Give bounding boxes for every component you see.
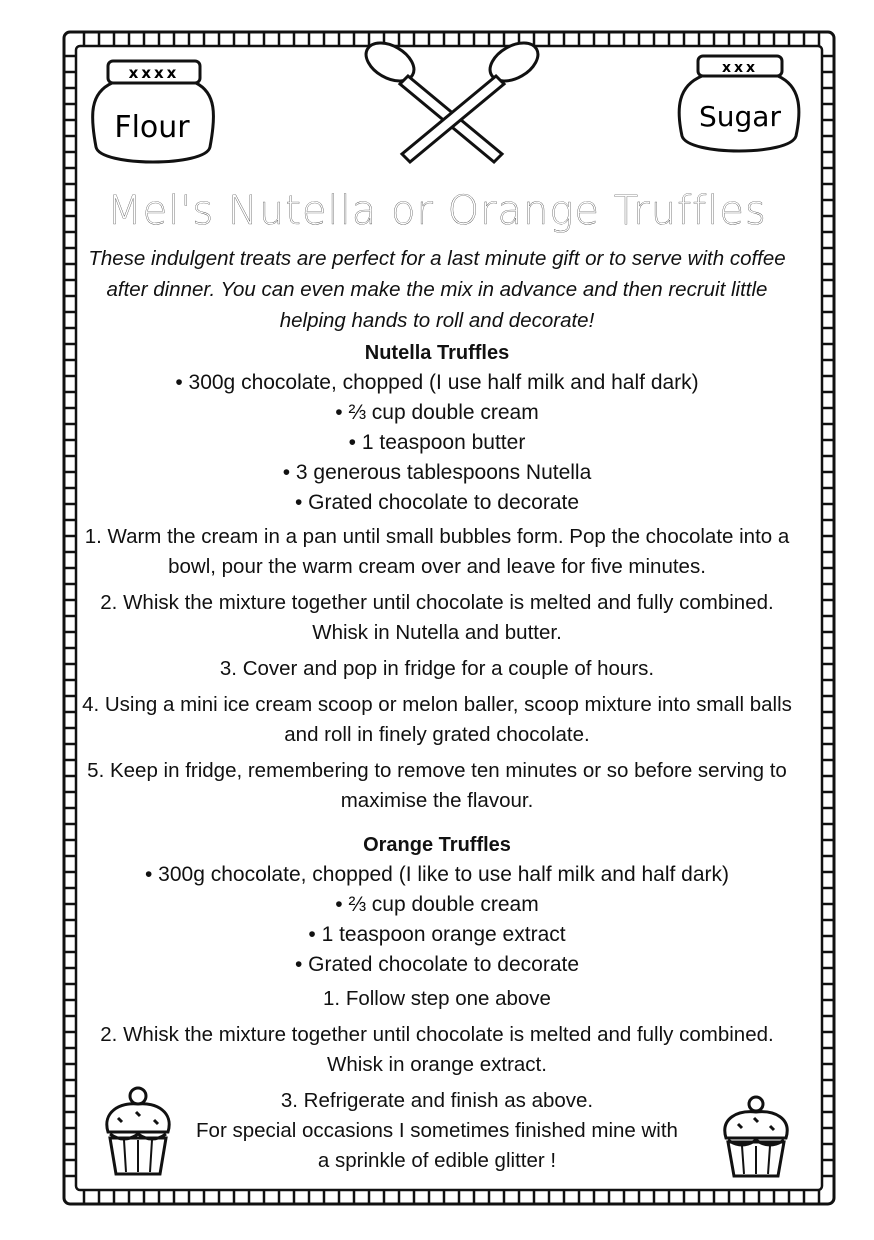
ingredient-item: • ⅔ cup double cream: [82, 398, 792, 428]
ingredient-item: • 3 generous tablespoons Nutella: [82, 458, 792, 488]
sugar-jar-lid-marks: xxx: [721, 60, 759, 76]
recipe-step: 3. Refrigerate and finish as above.: [280, 1089, 594, 1112]
nutella-ingredient-list: [82, 368, 792, 518]
orange-steps: [82, 984, 792, 1116]
sugar-jar-label: Sugar: [699, 100, 781, 133]
nutella-heading: Nutella Truffles: [364, 342, 510, 364]
nutella-steps: [82, 522, 792, 816]
recipe-step: 3. Cover and pop in fridge for a couple of hours.: [219, 657, 655, 680]
ingredient-item: • 1 teaspoon orange extract: [82, 920, 792, 950]
recipe-step: 5. Keep in fridge, remembering to remove ten minutes or so before serving to maximise the flavour.: [87, 759, 787, 812]
ingredient-item: • 300g chocolate, chopped (I use half milk and half dark): [82, 368, 792, 398]
recipe-step: 1. Follow step one above: [323, 987, 551, 1010]
recipe-content: [82, 185, 792, 1176]
recipe-step: 2. Whisk the mixture together until chocolate is melted and fully combined. Whisk in Nutella and butter.: [100, 591, 774, 644]
orange-heading: Orange Truffles: [363, 834, 511, 856]
recipe-note: For special occasions I sometimes finished mine with a sprinkle of edible glitter !: [196, 1119, 678, 1172]
ingredient-item: • Grated chocolate to decorate: [82, 488, 792, 518]
ingredient-item: • ⅔ cup double cream: [82, 890, 792, 920]
recipe-intro: These indulgent treats are perfect for a last minute gift or to serve with coffee after dinner. You can even make the mix in advance and then recruit little helping hands to roll and decorate!: [88, 247, 786, 332]
flour-jar-icon: [88, 55, 218, 175]
ingredient-item: • 1 teaspoon butter: [82, 428, 792, 458]
flour-jar-lid-marks: xxxx: [128, 64, 180, 82]
recipe-step: 4. Using a mini ice cream scoop or melon baller, scoop mixture into small balls and roll in finely grated chocolate.: [82, 693, 792, 746]
recipe-step: 2. Whisk the mixture together until chocolate is melted and fully combined. Whisk in orange extract.: [100, 1023, 774, 1076]
recipe-title: Mel's Nutella or Orange Truffles: [107, 188, 767, 234]
sugar-jar-icon: [674, 52, 804, 164]
crossed-spoons-icon: [352, 36, 552, 166]
orange-ingredient-list: [82, 860, 792, 980]
recipe-step: 1. Warm the cream in a pan until small bubbles form. Pop the chocolate into a bowl, pour the warm cream over and leave for five minutes.: [84, 525, 790, 578]
flour-jar-label: Flour: [114, 110, 190, 145]
ingredient-item: • Grated chocolate to decorate: [82, 950, 792, 980]
ingredient-item: • 300g chocolate, chopped (I like to use half milk and half dark): [82, 860, 792, 890]
